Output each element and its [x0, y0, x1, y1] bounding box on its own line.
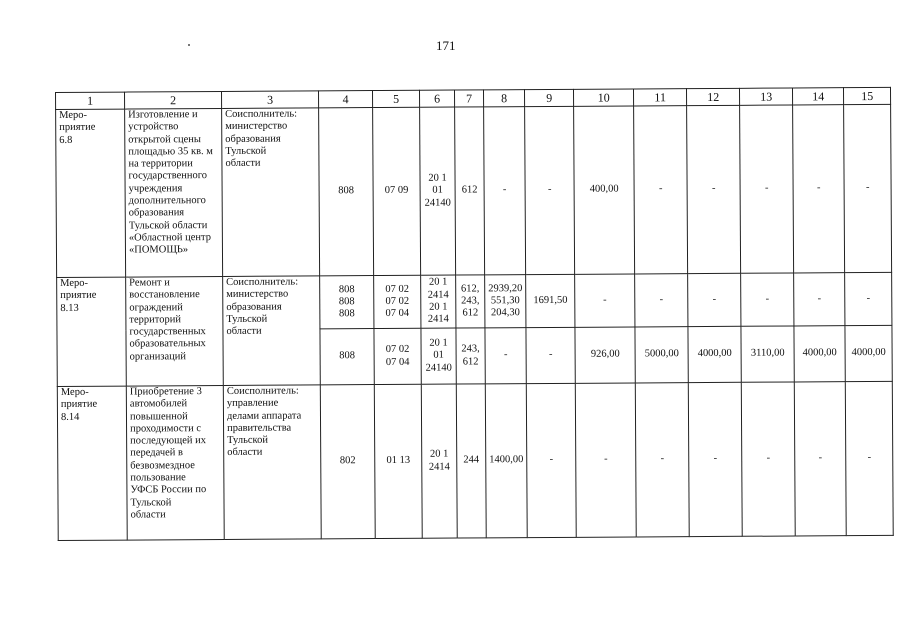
measure-cell	[57, 277, 127, 386]
measure-cell	[57, 386, 127, 540]
value-cell	[794, 382, 846, 536]
col-header: 12	[687, 88, 740, 105]
cell-line: 4000,00	[802, 347, 837, 359]
cell-line: образования	[128, 207, 185, 219]
cell-line: 808	[338, 308, 355, 320]
value-cell	[526, 274, 575, 327]
cell-line: 4000,00	[697, 348, 732, 360]
value-cell	[320, 385, 375, 539]
cell-line: -	[765, 293, 770, 305]
cell-line: -	[867, 452, 872, 464]
value-cell	[421, 275, 456, 328]
cell-line: -	[816, 182, 821, 194]
executor-cell	[222, 108, 320, 277]
cell-line: Тульской	[226, 313, 268, 325]
value-cell	[794, 326, 845, 382]
cell-line: -	[764, 182, 769, 195]
cell-line: 926,00	[590, 348, 620, 361]
cell-line: области	[226, 325, 262, 338]
cell-line: -	[818, 452, 823, 464]
value-cell	[844, 104, 892, 272]
cell-line: Тульской	[130, 496, 172, 509]
cell-line: 6.8	[59, 134, 73, 146]
cell-line: Соисполнитель:	[226, 276, 299, 288]
col-header: 11	[634, 89, 687, 106]
cell-line: -	[817, 293, 822, 305]
cell-line: Изготовление и	[128, 109, 198, 121]
cell-line: 20 1	[428, 277, 448, 289]
col-header: 13	[740, 88, 793, 105]
cell-line: 07 02	[385, 283, 410, 295]
cell-line: Ремонт и	[129, 277, 170, 289]
cell-line: 8.14	[60, 411, 80, 423]
cell-line: 204,30	[490, 307, 520, 319]
cell-line: -	[866, 292, 871, 304]
cell-line: Меро-	[60, 277, 89, 289]
cell-line: -	[712, 293, 717, 305]
cell-line: 1691,50	[533, 294, 568, 306]
cell-line: 07 02	[385, 344, 410, 356]
value-cell	[845, 325, 892, 381]
value-cell	[420, 107, 456, 275]
cell-line: учреждения	[128, 183, 183, 195]
cell-line: 244	[463, 454, 480, 466]
page-number: 171	[436, 38, 456, 53]
value-cell	[575, 274, 635, 327]
col-header: 3	[221, 91, 318, 109]
cell-line: последующей их	[130, 435, 207, 447]
value-cell	[374, 384, 422, 538]
cell-line: 612,	[460, 282, 480, 295]
cell-line: «ПОМОЩЬ»	[128, 244, 189, 256]
cell-line: пользование	[130, 472, 186, 484]
description-cell	[126, 385, 224, 540]
cell-line: УФСБ России по	[130, 484, 207, 496]
cell-line: «Областной центр	[128, 232, 211, 244]
cell-line: 612	[461, 184, 478, 196]
value-cell	[741, 326, 794, 382]
executor-cell	[223, 276, 321, 386]
cell-line: 551,30	[490, 295, 520, 307]
value-cell	[688, 326, 741, 382]
cell-line: восстановление	[129, 289, 200, 301]
value-cell	[485, 384, 527, 538]
value-cell	[485, 328, 526, 384]
cell-line: 243,	[461, 295, 480, 307]
cell-line: приятие	[59, 122, 96, 134]
col-header: 1	[56, 92, 125, 109]
cell-line: Тульской	[227, 434, 268, 447]
cell-line: 01 13	[386, 455, 411, 467]
cell-line: 400,00	[589, 183, 619, 196]
cell-line: проходимости с	[130, 423, 202, 435]
cell-line: повышенной	[129, 410, 188, 423]
cell-line: -	[658, 183, 663, 195]
cell-line: устройство	[128, 121, 179, 133]
cell-line: 612	[462, 307, 479, 319]
cell-line: дополнительного	[128, 195, 206, 207]
value-cell	[456, 384, 486, 538]
cell-line: 24140	[424, 197, 451, 209]
description-cell	[125, 108, 223, 277]
cell-line: -	[549, 454, 554, 466]
value-cell	[319, 108, 374, 276]
value-cell	[845, 272, 892, 325]
cell-line: 2414	[427, 289, 449, 301]
cell-line: 20 1	[429, 448, 449, 460]
cell-line: 808	[338, 296, 355, 308]
table-row	[57, 272, 892, 330]
cell-line: 3110,00	[750, 347, 785, 360]
value-cell	[845, 381, 893, 535]
value-cell	[485, 275, 526, 328]
cell-line: правительства	[227, 422, 292, 434]
col-header: 8	[483, 90, 524, 107]
cell-line: 07 09	[384, 185, 409, 197]
budget-table	[55, 87, 894, 541]
cell-line: образования	[225, 133, 281, 145]
value-cell	[793, 105, 845, 273]
value-cell	[526, 327, 575, 383]
cell-line: 07 04	[385, 356, 410, 368]
cell-line: автомобилей	[129, 398, 188, 410]
cell-line: ограждений	[129, 301, 183, 314]
value-cell	[373, 107, 421, 275]
value-cell	[634, 106, 688, 274]
cell-line: 24140	[425, 362, 452, 374]
cell-line: 2414	[428, 461, 450, 473]
cell-line: на территории	[128, 158, 193, 170]
value-cell	[421, 328, 456, 384]
value-cell	[635, 274, 688, 327]
value-cell	[741, 273, 794, 326]
cell-line: -	[547, 184, 552, 196]
col-header: 14	[793, 88, 844, 105]
cell-line: 802	[339, 455, 356, 467]
cell-line: Соисполнитель:	[226, 385, 299, 397]
cell-line: 07 04	[385, 307, 410, 320]
cell-line: передачей в	[130, 447, 184, 460]
cell-line: 808	[338, 283, 355, 295]
cell-line: 2414	[427, 313, 449, 326]
col-header: 9	[525, 89, 574, 106]
value-cell	[456, 328, 485, 384]
cell-line: организаций	[129, 350, 187, 363]
cell-line: государственных	[129, 326, 206, 338]
value-cell	[740, 105, 794, 273]
col-header: 2	[125, 91, 222, 109]
cell-line: 1400,00	[489, 454, 524, 466]
cell-line: управление	[226, 397, 279, 410]
cell-line: -	[503, 349, 508, 361]
cell-line: -	[604, 453, 608, 465]
cell-line: 5000,00	[644, 348, 679, 360]
cell-line: безвозмездное	[130, 459, 195, 472]
cell-line: образовательных	[129, 338, 206, 351]
cell-line: 20 1	[429, 337, 448, 349]
col-header: 15	[844, 87, 891, 104]
cell-line: -	[502, 184, 507, 196]
cell-line: министерство	[225, 120, 288, 133]
col-header: 10	[574, 89, 634, 106]
cell-line: 4000,00	[851, 347, 886, 359]
cell-line: -	[711, 183, 716, 195]
cell-line: образования	[226, 301, 282, 313]
cell-line: 612	[462, 355, 479, 368]
value-cell	[687, 105, 741, 273]
cell-line: территорий	[129, 314, 181, 326]
table-row	[56, 104, 892, 277]
cell-line: 2939,20	[488, 282, 523, 294]
cell-line: Тульской области	[128, 219, 208, 232]
cell-line: государственного	[128, 170, 208, 183]
scan-speck	[188, 44, 190, 46]
value-cell	[374, 275, 421, 328]
cell-line: открытой сцены	[128, 133, 201, 146]
cell-line: 20 1	[429, 301, 448, 313]
executor-cell	[223, 385, 321, 540]
cell-line: приятие	[60, 290, 97, 302]
value-cell	[484, 107, 526, 275]
measure-cell	[56, 109, 126, 277]
cell-line: площадью 35 кв. м	[128, 145, 213, 158]
cell-line: Меро-	[59, 109, 88, 121]
value-cell	[575, 383, 636, 537]
cell-line: -	[548, 349, 553, 361]
value-cell	[421, 384, 457, 538]
value-cell	[320, 329, 374, 385]
cell-line: 808	[338, 185, 355, 197]
cell-line: -	[660, 453, 665, 465]
cell-line: -	[659, 294, 664, 306]
cell-line: области	[130, 509, 166, 521]
cell-line: 808	[339, 350, 356, 362]
cell-line: -	[603, 294, 607, 306]
cell-line: 8.13	[60, 302, 79, 314]
value-cell	[526, 383, 576, 537]
value-cell	[374, 328, 421, 384]
value-cell	[574, 106, 635, 274]
value-cell	[455, 107, 485, 275]
cell-line: Тульской	[225, 145, 267, 157]
cell-line: области	[225, 157, 261, 170]
cell-line: 243,	[461, 343, 480, 355]
cell-line: 01	[432, 184, 443, 197]
value-cell	[525, 106, 575, 274]
cell-line: министерство	[226, 288, 289, 301]
value-cell	[635, 327, 688, 383]
col-header: 7	[454, 90, 483, 107]
cell-line: делами аппарата	[226, 410, 302, 422]
table-row	[57, 381, 893, 540]
cell-line: Меро-	[60, 386, 89, 398]
cell-line: -	[865, 182, 870, 194]
cell-line: приятие	[60, 399, 98, 411]
value-cell	[575, 327, 635, 383]
value-cell	[688, 273, 741, 326]
value-cell	[635, 383, 689, 537]
cell-line: -	[766, 452, 771, 465]
description-cell	[126, 276, 224, 386]
cell-line: 07 02	[385, 295, 410, 307]
cell-line: 01	[433, 349, 444, 362]
cell-line: области	[227, 447, 263, 459]
value-cell	[741, 382, 795, 536]
value-cell	[794, 273, 845, 326]
cell-line: Приобретение 3	[129, 386, 202, 398]
value-cell	[688, 382, 742, 536]
cell-line: -	[713, 453, 718, 465]
cell-line: Соисполнитель:	[225, 108, 298, 120]
value-cell	[456, 275, 485, 328]
col-header: 4	[318, 91, 372, 108]
cell-line: 20 1	[428, 172, 447, 184]
col-header: 5	[372, 90, 419, 107]
col-header: 6	[419, 90, 454, 107]
value-cell	[320, 276, 374, 329]
